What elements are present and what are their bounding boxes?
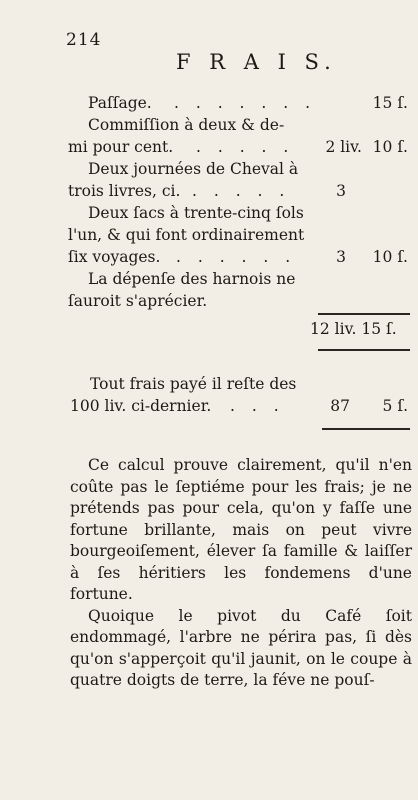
paragraph: Quoique le pivot du Café ſoit endommagé, l'arbre ne périra pas, ſi dès qu'on s'apperçoit qu'il jaunit, on le coupe à quatre doigts de terre, la féve ne pouſ- [70, 606, 412, 689]
ledger-row [88, 268, 408, 290]
ledger-row [88, 202, 408, 224]
ledger-row [68, 224, 408, 246]
running-head: F R A I S. [176, 50, 337, 74]
ledger-label: l'un, & qui font ordinairement [68, 226, 305, 244]
amount-livres: 3 [336, 248, 346, 266]
ledger-row [88, 114, 408, 136]
ledger-total: 12 liv. 15 ſ. [310, 320, 397, 338]
amount-livres: 87 [330, 397, 350, 415]
leader-dots: . . . . . . . [174, 94, 317, 112]
rest-label: 100 liv. ci-dernier. [70, 397, 212, 415]
ledger-row [88, 158, 408, 180]
ledger-label: Paſſage. [88, 94, 152, 112]
ledger-label: Deux ſacs à trente-cinq ſols [88, 204, 304, 222]
remaining-amount [70, 373, 410, 417]
ledger-row [68, 246, 408, 268]
leader-dots: . . . . . [192, 182, 291, 200]
rest-line: Tout frais payé il reſte des [90, 375, 297, 393]
ledger-label: Commiſſion à deux & de- [88, 116, 285, 134]
ledger-label: trois livres, ci. [68, 182, 181, 200]
ledger-label: La dépenſe des harnois ne [88, 270, 296, 288]
ledger-label: ſauroit s'aprécier. [68, 292, 208, 310]
amount-sols: 15 ſ. [372, 94, 408, 112]
amount-livres: 2 liv. [325, 138, 362, 156]
expense-ledger [68, 92, 408, 312]
page-number: 214 [66, 30, 102, 50]
amount-sols: 10 ſ. [372, 248, 408, 266]
rest-row [70, 395, 410, 417]
sum-rule [322, 428, 410, 430]
ledger-label: ſix voyages. [68, 248, 161, 266]
leader-dots: . . . . . . [176, 248, 297, 266]
sum-rule [318, 349, 410, 351]
ledger-row [68, 136, 408, 158]
leader-dots: . . . [230, 397, 285, 415]
amount-livres: 3 [336, 182, 346, 200]
paragraph: Ce calcul prouve clairement, qu'il n'en coûte pas le ſeptiéme pour les frais; je ne prétends pas pour cela, qu'on y faſſe une fortune brillante, mais on peut vivre bourgeoiſement, élever ſa famille & laiſſer à ſes héritiers les fondemens d'une fortune. [70, 456, 412, 603]
sum-rule [318, 313, 410, 315]
ledger-row [88, 92, 408, 114]
ledger-row [68, 290, 408, 312]
ledger-row [68, 180, 408, 202]
body-text [70, 455, 412, 692]
leader-dots: . . . . . [196, 138, 295, 156]
amount-sols: 10 ſ. [372, 138, 408, 156]
amount-sols: 5 ſ. [382, 397, 408, 415]
ledger-label: mi pour cent. [68, 138, 174, 156]
ledger-label: Deux journées de Cheval à [88, 160, 299, 178]
